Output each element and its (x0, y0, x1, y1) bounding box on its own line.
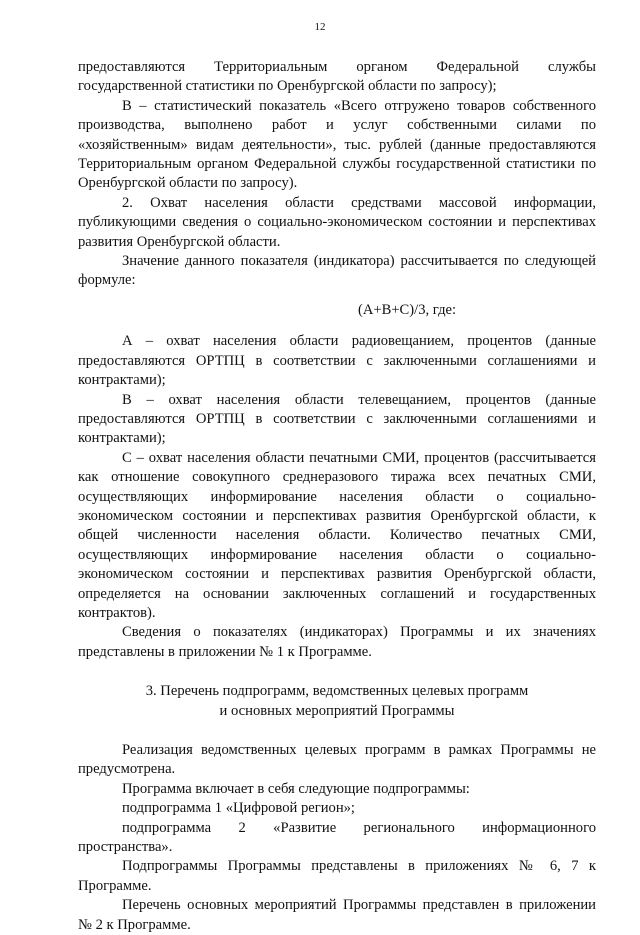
page-number: 12 (314, 21, 326, 33)
formula: (А+В+С)/3, где: (357, 301, 457, 318)
paragraph-formula-intro: Значение данного показателя (индикатора) рассчитывается по следующей формуле: (78, 253, 596, 289)
paragraph-c-print-media-coverage: С – охват населения области печатными СМИ, процентов (рассчитывается как отношение совокупного среднеразового тиража всех печатных СМИ, осуществляющих информирование населения области о социально-экономическом состоянии и перспективах развития Оренбургской области, к общей численности населения области. Количество печатных СМИ, осуществляющих информирование населения области о социально-экономическом состоянии и перспективах развития Оренбургской области, определяется на основании заключенных соглашений и государственных контрактов). (78, 449, 596, 621)
section-heading-line-1: 3. Перечень подпрограмм, ведомственных целевых программ (145, 683, 529, 700)
paragraph-main-activities-appendix: Перечень основных мероприятий Программы представлен в приложении № 2 к Программе. (78, 897, 596, 933)
paragraph-source-continuation: предоставляются Территориальным органом Федеральной службы государственной статистики по Оренбургской области по запросу); (78, 59, 596, 95)
paragraph-subprograms-appendices: Подпрограммы Программы представлены в приложениях № 6, 7 к Программе. (78, 858, 596, 894)
paragraph-subprogram-1: подпрограмма 1 «Цифровой регион»; (122, 800, 355, 817)
paragraph-indicator-2-media-coverage: 2. Охват населения области средствами массовой информации, публикующими сведения о социально-экономическом состоянии и перспективах развития Оренбургской области. (78, 194, 596, 250)
paragraph-subprograms-intro: Программа включает в себя следующие подпрограммы: (122, 780, 470, 797)
paragraph-indicators-appendix: Сведения о показателях (индикаторах) Программы и их значениях представлены в приложении № 1 к Программе. (78, 624, 596, 660)
document-body (78, 58, 596, 935)
paragraph-a-radio-coverage: А – охват населения области радиовещанием, процентов (данные предоставляются ОРТПЦ в соответствии с заключенными соглашениями и контрактами); (78, 333, 596, 389)
paragraph-subprogram-2: подпрограмма 2 «Развитие регионального информационного пространства». (78, 819, 596, 856)
paragraph-departmental-programs: Реализация ведомственных целевых программ в рамках Программы не предусмотрена. (78, 742, 596, 778)
paragraph-indicator-b-shipped-goods: В – статистический показатель «Всего отгружено товаров собственного производства, выполнено работ и услуг собственными силами по «хозяйственным» видам деятельности», тыс. рублей (данные предоставляются Территориальным органом Федеральной службы государственной статистики по Оренбургской области по запросу). (78, 97, 596, 192)
section-heading-line-2: и основных мероприятий Программы (219, 702, 455, 719)
section-heading-3 (78, 682, 596, 721)
paragraph-b-tv-coverage: В – охват населения области телевещанием, процентов (данные предоставляются ОРТПЦ в соответствии с заключенными соглашениями и контрактами); (78, 391, 596, 447)
